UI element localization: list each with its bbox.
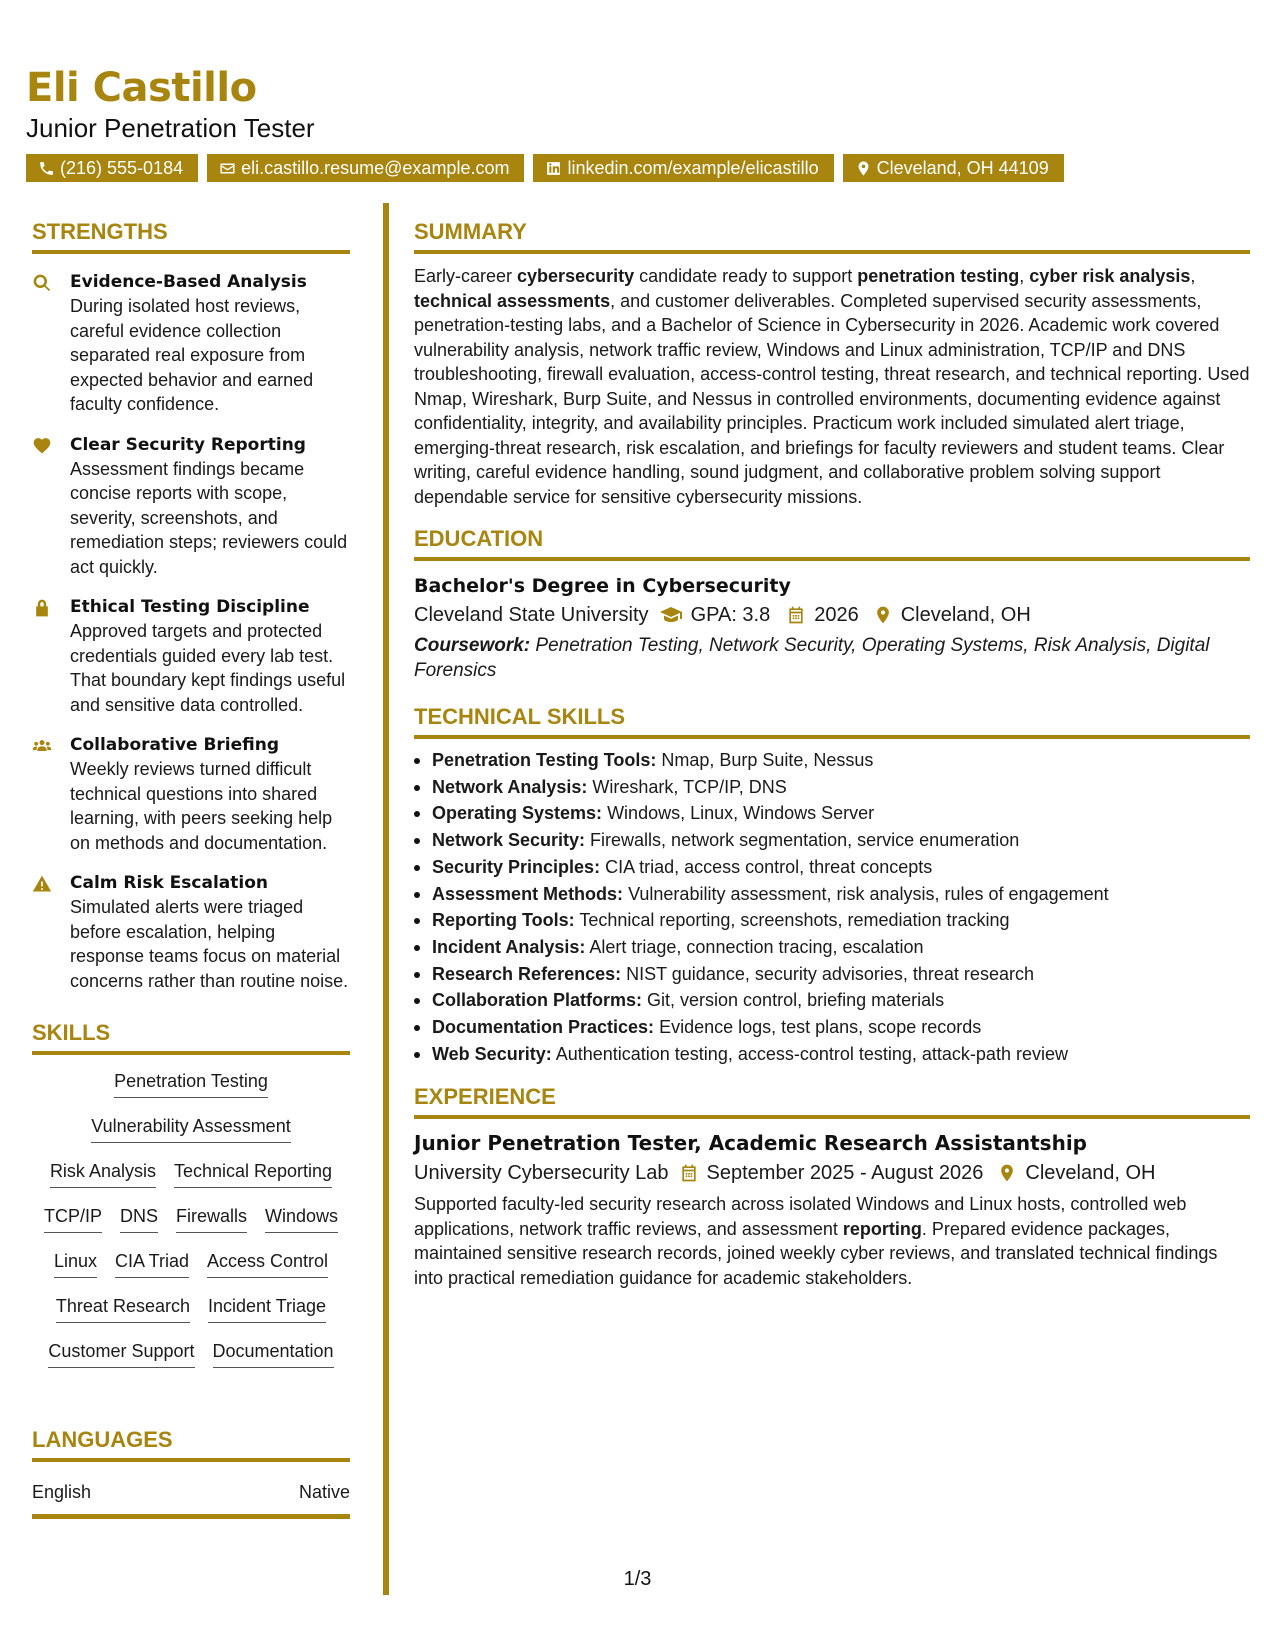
experience-heading: EXPERIENCE [414,1083,1250,1119]
search-icon [32,273,52,293]
skill-row [32,1110,350,1155]
emphasis-text: cyber risk analysis [1029,266,1191,286]
contact-phone[interactable] [26,154,198,182]
technical-skill-item [414,747,1250,774]
text-segment: . Prepared evidence packages, maintained sensitive research records, joined weekly cyber reviews, and translated technical findings into practical remediation guidance for academic stakeholders. [414,1218,1218,1288]
job-description [414,1192,1250,1290]
skill-row [32,1155,350,1200]
technical-skills-section [414,703,1250,1067]
technical-skill-value: Firewalls, network segmentation, service enumeration [585,830,1020,851]
language-name: English [32,1482,92,1502]
languages-section [32,1426,350,1519]
skill-tag: CIA Triad [115,1249,189,1278]
technical-skill-item [414,961,1250,988]
skill-tag: Penetration Testing [114,1069,268,1098]
technical-skill-item [414,774,1250,801]
skill-tag: Threat Research [56,1294,190,1323]
strength-item [32,270,350,417]
text-segment: , [1190,266,1196,286]
skill-row [32,1335,350,1380]
technical-skill-item [414,881,1250,908]
skill-tag: Access Control [207,1249,328,1278]
employer: University Cybersecurity Lab [414,1162,669,1185]
calendar-icon [679,1163,699,1183]
education-heading: EDUCATION [414,525,1250,561]
summary-section [414,218,1250,509]
contact-email-text: eli.castillo.resume@example.com [241,158,510,178]
skills-heading: SKILLS [32,1019,350,1055]
contact-location-text: Cleveland, OH 44109 [876,158,1049,178]
technical-skill-item [414,1014,1250,1041]
map-pin-icon [855,160,872,177]
calendar-icon [786,605,806,625]
strength-title: Collaborative Briefing [70,735,280,755]
skills-list [32,1065,350,1380]
column-divider [383,203,389,1595]
technical-skill-label: Documentation Practices: [432,1017,655,1038]
skills-section [32,1019,350,1380]
map-pin-icon [873,605,893,625]
skill-tag: Risk Analysis [50,1159,156,1188]
summary-text [414,264,1250,509]
graduation-year: 2026 [814,604,859,626]
strength-title: Clear Security Reporting [70,434,306,455]
technical-skill-label: Network Analysis: [432,776,588,797]
candidate-name: Eli Castillo [26,65,257,111]
summary-heading: SUMMARY [414,218,1250,254]
graduation-cap-icon [659,603,683,627]
coursework-list: Penetration Testing, Network Security, Operating Systems, Risk Analysis, Digital Forensics [414,635,1210,681]
emphasis-text: cybersecurity [517,266,635,286]
envelope-icon [219,160,236,177]
technical-skill-label: Incident Analysis: [432,936,586,957]
technical-skill-value: Authentication testing, access-control testing, attack-path review [551,1043,1068,1064]
strength-text: Weekly reviews turned difficult technical questions into shared learning, with peers seeking help on methods and documentation. [70,759,333,853]
strength-item [32,433,350,580]
text-segment: , [1019,266,1030,286]
phone-icon [38,160,55,177]
skill-tag: DNS [120,1204,158,1233]
skill-tag: TCP/IP [44,1204,102,1233]
technical-skill-item [414,987,1250,1014]
skill-tag: Incident Triage [208,1294,326,1323]
contact-phone-text: (216) 555-0184 [60,158,184,178]
text-segment: Supported faculty-led security research across isolated Windows and Linux hosts, controlled web applications, network traffic reviews, and assessment [414,1194,1187,1239]
technical-skill-label: Security Principles: [432,856,601,877]
strength-text: Assessment findings became concise reports with scope, severity, screenshots, and remediation steps; reviewers could act quickly. [70,458,348,577]
school-name: Cleveland State University [414,604,649,626]
technical-skill-item [414,907,1250,934]
strength-text: Simulated alerts were triaged before escalation, helping response teams focus on material concerns rather than routine noise. [70,897,349,991]
technical-skill-value: Technical reporting, screenshots, remediation tracking [574,910,1010,931]
technical-skill-value: CIA triad, access control, threat concepts [600,856,933,877]
strength-text: Approved targets and protected credentials guided every lab test. That boundary kept findings useful and sensitive data controlled. [70,621,346,715]
technical-skill-value: Windows, Linux, Windows Server [602,803,875,824]
technical-skill-label: Web Security: [432,1043,552,1064]
coursework-label: Coursework: [414,635,531,656]
experience-meta [414,1158,1250,1188]
strengths-heading: STRENGTHS [32,218,350,254]
technical-skill-label: Operating Systems: [432,803,603,824]
page-number: 1/3 [623,1568,652,1590]
technical-skill-item [414,1041,1250,1068]
technical-skill-label: Network Security: [432,830,586,851]
users-icon [32,736,52,756]
skill-tag: Customer Support [48,1339,194,1368]
contact-location [843,154,1064,182]
skill-tag: Vulnerability Assessment [91,1114,290,1143]
education-location: Cleveland, OH [900,604,1031,626]
technical-skill-label: Assessment Methods: [432,883,624,904]
gpa: GPA: 3.8 [690,604,771,626]
languages-heading: LANGUAGES [32,1426,350,1462]
candidate-role: Junior Penetration Tester [26,113,315,143]
skill-tag: Technical Reporting [174,1159,332,1188]
strength-title: Calm Risk Escalation [70,873,268,893]
contact-linkedin[interactable] [533,154,833,182]
technical-skill-value: Wireshark, TCP/IP, DNS [587,776,787,797]
technical-skill-label: Collaboration Platforms: [432,990,643,1011]
skill-row [32,1200,350,1245]
language-row [32,1480,350,1519]
warning-icon [32,874,52,894]
skill-tag: Linux [54,1249,97,1278]
skill-row [32,1290,350,1335]
strength-item [32,595,350,717]
technical-skills-heading: TECHNICAL SKILLS [414,703,1250,739]
coursework [414,634,1250,683]
technical-skill-label: Penetration Testing Tools: [432,750,657,770]
resume-header [26,62,1256,182]
technical-skill-label: Reporting Tools: [432,910,575,931]
skill-tag: Windows [265,1204,338,1233]
right-column [414,218,1250,1290]
emphasis-text: technical assessments [414,290,611,311]
degree-title: Bachelor's Degree in Cybersecurity [414,575,791,597]
lock-icon [32,598,52,618]
skill-row [32,1065,350,1110]
technical-skill-value: Git, version control, briefing materials [642,990,945,1011]
technical-skill-item [414,854,1250,881]
contact-bar [26,154,1256,182]
left-column [32,218,350,1519]
strength-title: Evidence-Based Analysis [70,272,307,292]
heart-icon [32,436,52,456]
contact-linkedin-text: linkedin.com/example/elicastillo [567,158,819,178]
linkedin-icon [545,160,562,177]
technical-skill-item [414,827,1250,854]
technical-skill-value: Evidence logs, test plans, scope records [654,1017,982,1038]
skill-tag: Firewalls [176,1204,247,1233]
skill-tag: Documentation [213,1339,334,1368]
experience-section [414,1083,1250,1290]
strength-text: During isolated host reviews, careful evidence collection separated real exposure from expected behavior and earned faculty confidence. [70,296,314,414]
text-segment: , and customer deliverables. Completed supervised security assessments, penetration-testing labs, and a Bachelor of Science in Cybersecurity in 2026. Academic work covered vulnerability analysis, network traffic review, Windows and Linux administration, TCP/IP and DNS troubleshooting, firewall evaluation, access-control testing, threat research, and technical reporting. Used Nmap, Wireshark, Burp Suite, and Nessus in controlled environments, documenting evidence against confidentiality, integrity, and availability principles. Practicum work included simulated alert triage, emerging-threat research, risk escalation, and briefings for faculty reviewers and student teams. Clear writing, careful evidence handling, sound judgment, and collaborative problem solving support dependable service for sensitive cybersecurity missions. [414,290,1250,507]
strength-item [32,871,350,993]
map-pin-icon [997,1163,1017,1183]
text-segment: candidate ready to support [634,266,858,286]
technical-skill-item [414,934,1250,961]
technical-skill-value: NIST guidance, security advisories, threat research [621,963,1034,984]
technical-skill-value: Alert triage, connection tracing, escalation [585,936,924,957]
emphasis-text: penetration testing [857,266,1020,286]
text-segment: Early-career [414,266,518,286]
technical-skill-label: Research References: [432,963,622,984]
language-level: Native [298,1482,350,1502]
technical-skill-value: Nmap, Burp Suite, Nessus [656,750,874,770]
technical-skills-list [414,747,1250,1067]
job-location: Cleveland, OH [1025,1162,1156,1185]
job-title: Junior Penetration Tester, Academic Research Assistantship [414,1131,1087,1156]
education-section [414,525,1250,683]
skill-row [32,1245,350,1290]
emphasis-text: reporting [842,1218,922,1239]
strength-title: Ethical Testing Discipline [70,597,310,617]
strength-item [32,733,350,855]
job-dates: September 2025 - August 2026 [706,1162,984,1185]
education-meta [414,600,1250,630]
contact-email[interactable] [207,154,524,182]
technical-skill-item [414,800,1250,827]
technical-skill-value: Vulnerability assessment, risk analysis, rules of engagement [623,883,1109,904]
